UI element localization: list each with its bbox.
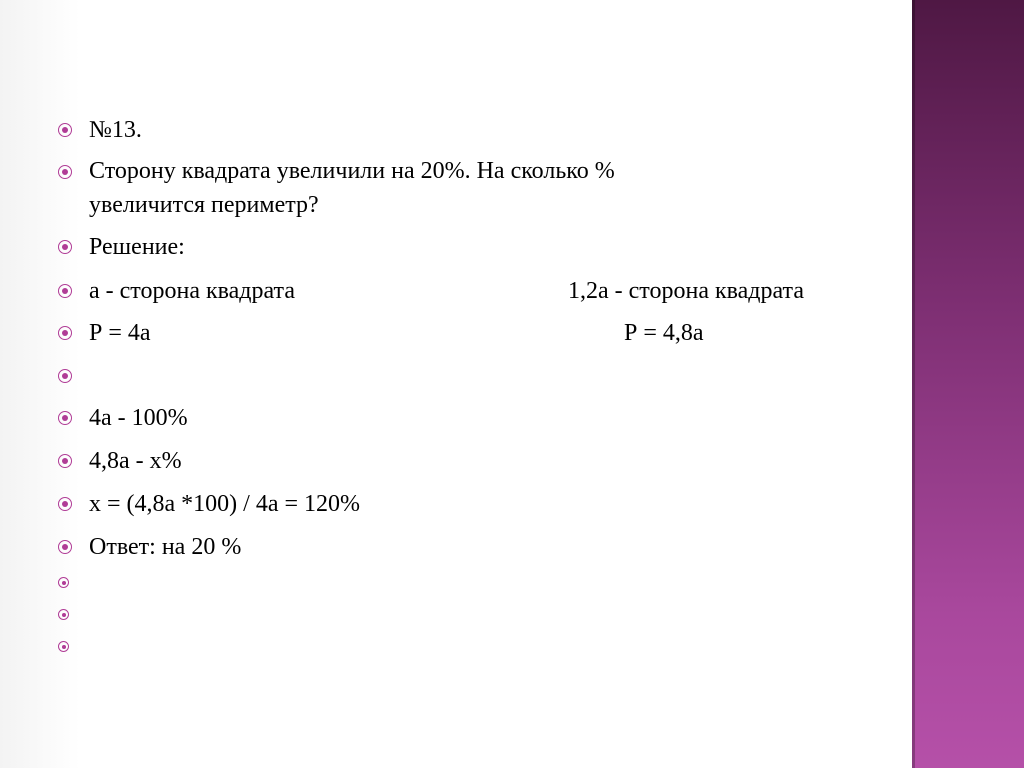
bullet-icon (58, 411, 72, 425)
slide-content (58, 0, 898, 768)
problem-question: Сторону квадрата увеличили на 20%. На сколько % увеличится периметр? (89, 158, 615, 218)
solution-heading: Решение: (89, 234, 185, 260)
original-side-text: а - сторона квадрата (89, 278, 295, 304)
answer-line: Ответ: на 20 % (89, 534, 242, 560)
empty-bullet-icon (58, 641, 69, 652)
decorative-side-panel (912, 0, 1024, 768)
new-perimeter-text: Р = 4,8а (624, 320, 704, 346)
bullet-icon (58, 326, 72, 340)
problem-number: №13. (89, 117, 142, 143)
bullet-icon (58, 454, 72, 468)
bullet-icon (58, 540, 72, 554)
bullet-icon (58, 165, 72, 179)
bullet-icon (58, 123, 72, 137)
empty-bullet-icon (58, 577, 69, 588)
bullet-icon (58, 497, 72, 511)
original-perimeter-text: Р = 4а (89, 320, 151, 346)
bullet-icon (58, 240, 72, 254)
new-side-text: 1,2а - сторона квадрата (568, 278, 804, 304)
proportion-line-2: 4,8а - х% (89, 448, 182, 474)
bullet-icon (58, 369, 72, 383)
empty-bullet-icon (58, 609, 69, 620)
calculation-line: х = (4,8а *100) / 4а = 120% (89, 491, 361, 517)
bullet-icon (58, 284, 72, 298)
proportion-line-1: 4а - 100% (89, 405, 188, 431)
